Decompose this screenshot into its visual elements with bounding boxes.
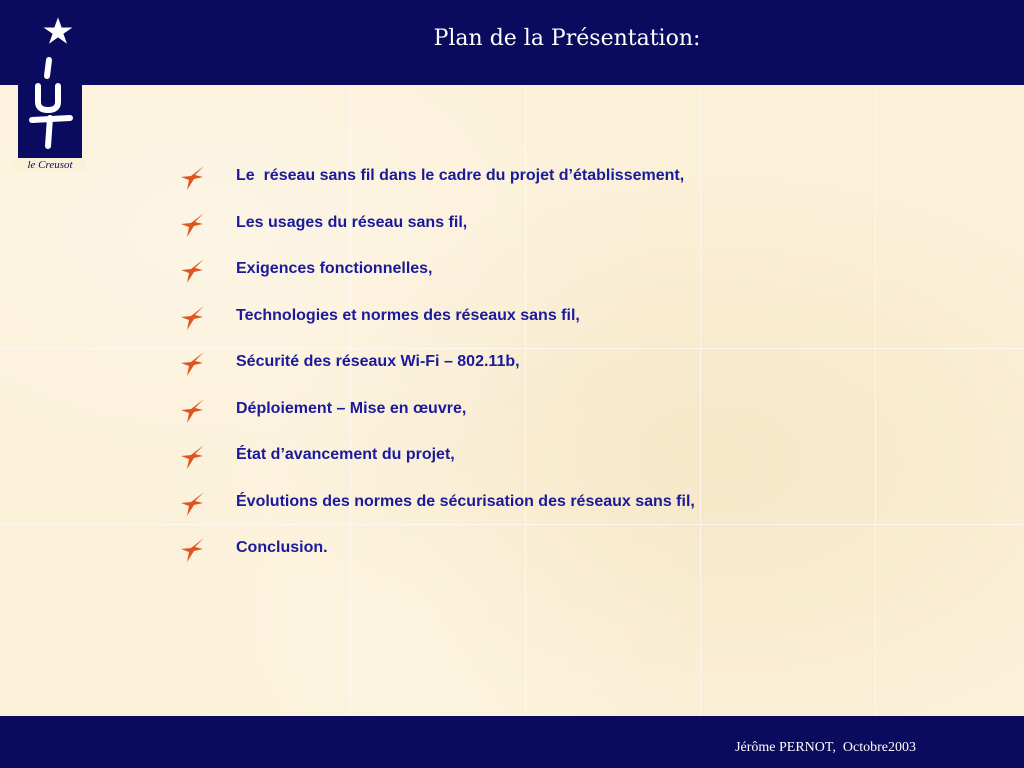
list-item xyxy=(180,491,695,538)
list-item-text: Sécurité des réseaux Wi-Fi – 802.11b, xyxy=(236,353,520,370)
texture-line xyxy=(700,85,701,716)
star-bullet-icon xyxy=(180,537,206,563)
list-item xyxy=(180,537,695,584)
list-item-text: Conclusion. xyxy=(236,539,328,556)
iut-logo xyxy=(16,14,84,174)
texture-line xyxy=(875,85,876,716)
list-item-text: Le réseau sans fil dans le cadre du projet d’établissement, xyxy=(236,167,685,184)
logo-caption: le Creusot xyxy=(14,158,86,172)
footer-bar xyxy=(0,716,1024,768)
list-item xyxy=(180,444,695,491)
list-item xyxy=(180,165,695,212)
star-bullet-icon xyxy=(180,165,206,191)
list-item-text: État d’avancement du projet, xyxy=(236,446,455,463)
list-item-text: Technologies et normes des réseaux sans fil, xyxy=(236,306,580,324)
header-bar xyxy=(0,0,1024,85)
star-bullet-icon xyxy=(180,398,206,424)
list-item xyxy=(180,212,695,259)
list-item xyxy=(180,398,695,445)
list-item xyxy=(180,258,695,305)
agenda-list xyxy=(180,165,695,584)
star-bullet-icon xyxy=(180,351,206,377)
list-item-text: Évolutions des normes de sécurisation des réseaux sans fil, xyxy=(236,492,695,510)
list-item xyxy=(180,351,695,398)
star-bullet-icon xyxy=(180,305,206,331)
iut-star-logo-icon xyxy=(16,14,84,164)
list-item-text: Exigences fonctionnelles, xyxy=(236,260,433,277)
slide-title: Plan de la Présentation: xyxy=(433,26,701,51)
list-item-text: Les usages du réseau sans fil, xyxy=(236,213,468,231)
list-item-text: Déploiement – Mise en œuvre, xyxy=(236,399,467,417)
star-bullet-icon xyxy=(180,491,206,517)
star-bullet-icon xyxy=(180,444,206,470)
star-bullet-icon xyxy=(180,258,206,284)
list-item xyxy=(180,305,695,352)
star-bullet-icon xyxy=(180,212,206,238)
footer-author-date: Jérôme PERNOT, Octobre2003 xyxy=(735,740,916,755)
